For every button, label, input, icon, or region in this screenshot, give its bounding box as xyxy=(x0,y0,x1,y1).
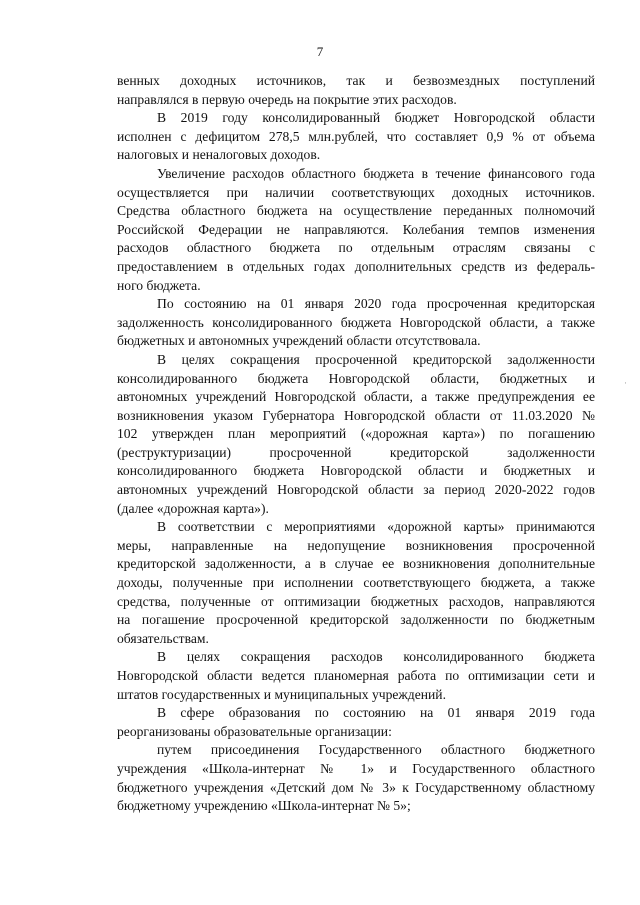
text-line: реорганизованы образовательные организации: xyxy=(117,723,392,739)
text-line: В целях сокращения просроченной кредиторской задолженности xyxy=(157,351,595,367)
text-line: автономных учреждений Новгородской области, а также предупреждения ее xyxy=(117,389,595,405)
text-line: бюджетных и автономных учреждений области отсутствовала. xyxy=(117,333,481,349)
text-line: налоговых и неналоговых доходов. xyxy=(117,147,321,163)
text-line: (далее «дорожная карта»). xyxy=(117,500,269,516)
text-line: В сфере образования по состоянию на 01 января 2019 года xyxy=(157,705,595,721)
text-line: В целях сокращения расходов консолидированного бюджета xyxy=(157,649,595,665)
text-line: Российской Федерации не направляются. Колебания темпов изменения xyxy=(117,221,595,237)
text-line: Новгородской области ведется планомерная работа по оптимизации сети и xyxy=(117,668,595,683)
text-line: Средства областного бюджета на осуществление переданных полномочий xyxy=(117,203,595,219)
text-line: консолидированного бюджета Новгородской области и бюджетных и xyxy=(117,463,595,479)
text-line: доходы, полученные при исполнении соответствующего бюджета, а также xyxy=(117,575,595,591)
text-line: направлялся в первую очередь на покрытие этих расходов. xyxy=(117,91,457,107)
text-line: на погашение просроченной кредиторской задолженности по бюджетным xyxy=(117,612,595,628)
paragraph xyxy=(117,109,595,165)
text-line: средства, полученные от оптимизации бюджетных расходов, направляются xyxy=(117,593,595,609)
text-line: штатов государственных и муниципальных учреждений. xyxy=(117,686,446,702)
paragraph xyxy=(117,704,595,741)
text-line: предоставлением в отдельных годах дополнительных средств из федераль- xyxy=(117,258,595,274)
text-line: бюджетного учреждения «Детский дом № 3» к Государственному областному xyxy=(117,779,595,795)
paragraph xyxy=(117,648,595,704)
text-line: путем присоединения Государственного областного бюджетного xyxy=(157,742,595,758)
text-line: В соответствии с мероприятиями «дорожной карты» принимаются xyxy=(157,519,595,535)
text-line: венных доходных источников, так и безвозмездных поступлений xyxy=(117,73,595,88)
text-line: учреждения «Школа-интернат № 1» и Государственного областного xyxy=(117,760,595,776)
text-line: меры, направленные на недопущение возникновения просроченной xyxy=(117,537,595,553)
paragraph xyxy=(117,295,595,351)
text-line: 102 утвержден план мероприятий («дорожная карта») по погашению xyxy=(117,426,595,442)
text-line: расходов областного бюджета по отдельным отраслям связаны с xyxy=(117,240,595,256)
text-line: задолженность консолидированного бюджета Новгородской области, а также xyxy=(117,314,595,330)
text-line: бюджетному учреждению «Школа-интернат № 5»; xyxy=(117,798,411,814)
paragraph xyxy=(117,351,595,518)
text-line: кредиторской задолженности, а в случае ее возникновения дополнительные xyxy=(117,556,595,572)
text-line: возникновения указом Губернатора Новгородской области от 11.03.2020 № xyxy=(117,407,595,423)
paragraph xyxy=(117,72,595,109)
text-line: В 2019 году консолидированный бюджет Новгородской области xyxy=(157,110,595,126)
text-line: исполнен с дефицитом 278,5 млн.рублей, что составляет 0,9 % от объема xyxy=(117,128,595,144)
paragraph xyxy=(117,165,595,295)
margin-mark: · xyxy=(624,378,627,388)
text-line: консолидированного бюджета Новгородской области, бюджетных и xyxy=(117,370,595,386)
page-number: 7 xyxy=(316,44,324,59)
text-line: обязательствам. xyxy=(117,630,209,646)
paragraph xyxy=(117,741,595,815)
text-line: По состоянию на 01 января 2020 года просроченная кредиторская xyxy=(157,296,595,312)
text-line: ного бюджета. xyxy=(117,277,201,293)
paragraph xyxy=(117,518,595,648)
text-line: осуществляется при наличии соответствующих доходных источников. xyxy=(117,184,595,200)
document-body xyxy=(117,72,595,816)
text-line: Увеличение расходов областного бюджета в течение финансового года xyxy=(157,165,595,181)
text-line: автономных учреждений Новгородской области за период 2020-2022 годов xyxy=(117,482,595,498)
text-line: (реструктуризации) просроченной кредиторской задолженности xyxy=(117,444,595,460)
